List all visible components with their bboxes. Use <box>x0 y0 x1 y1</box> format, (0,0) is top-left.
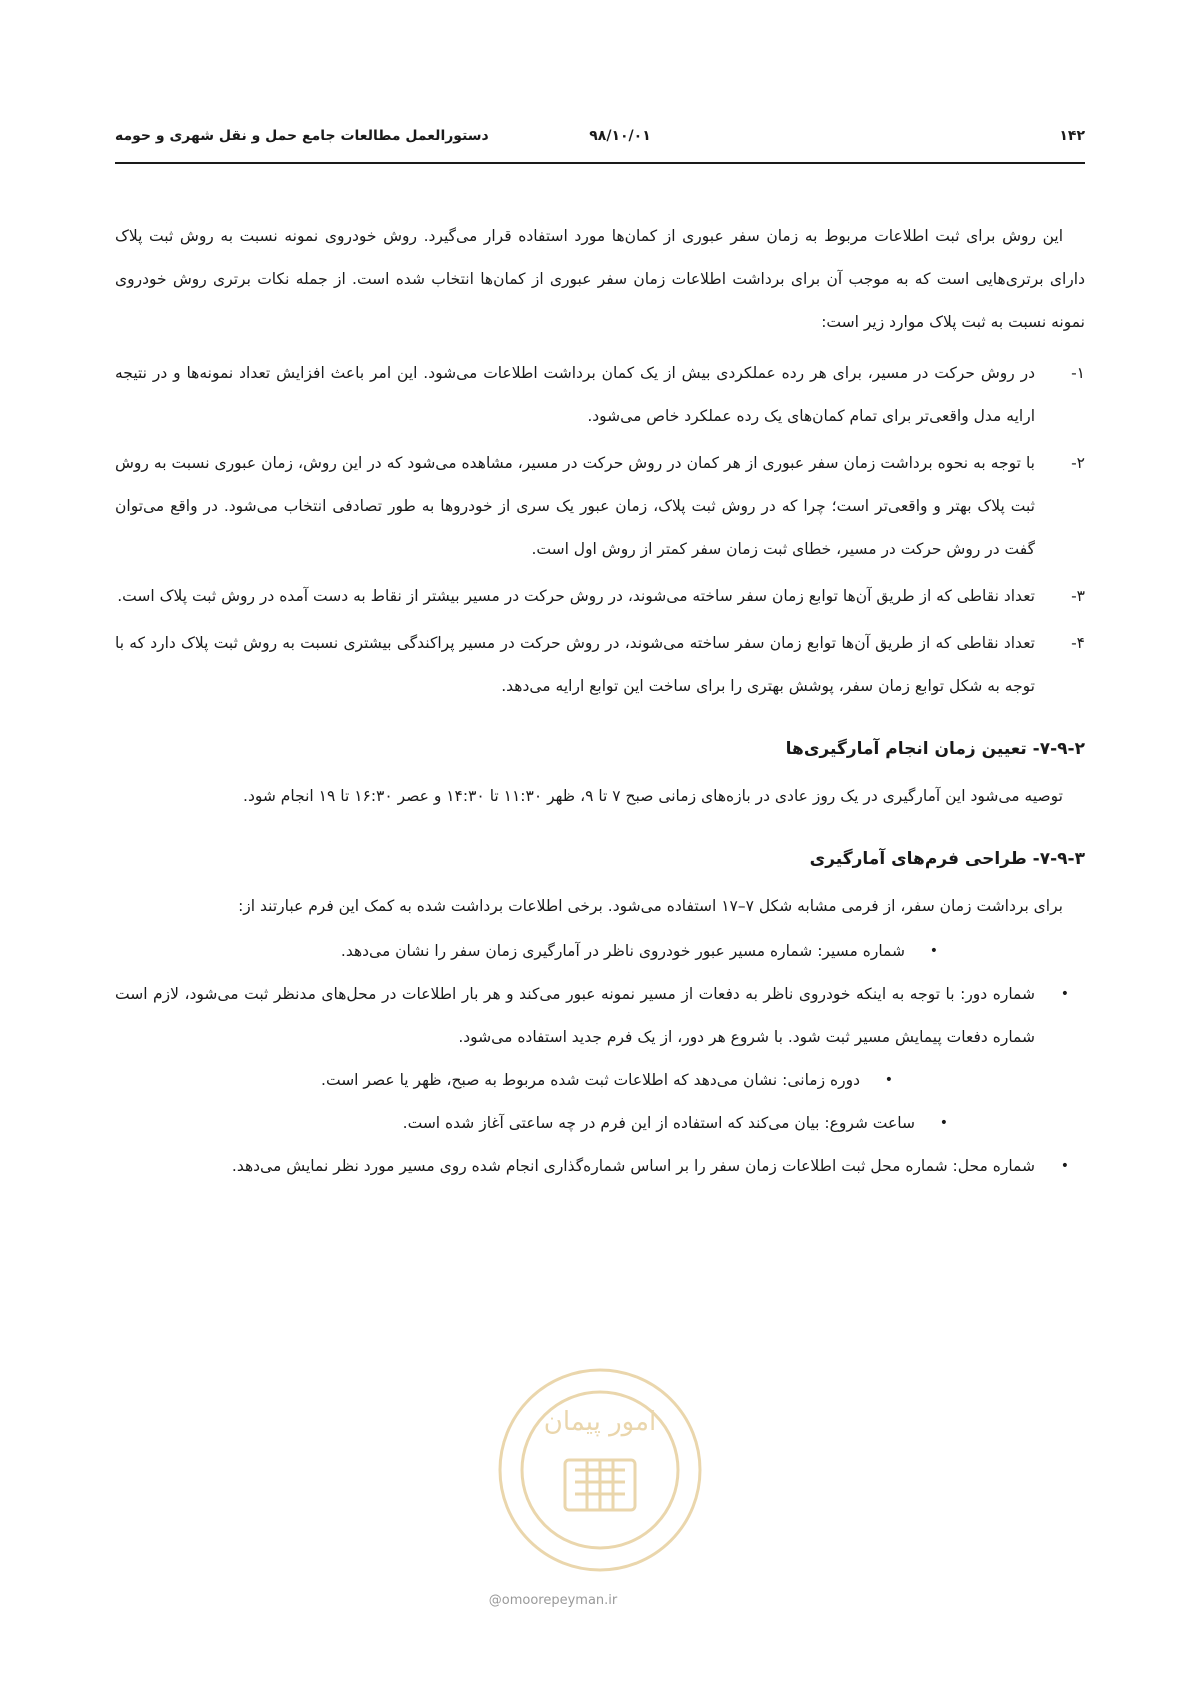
page-body <box>115 215 1085 1188</box>
bullet-symbol: • <box>929 943 938 959</box>
section-heading-timing: ۷-۹-۲- تعیین زمان انجام آمارگیری‌ها <box>785 739 1085 759</box>
form-fields-list <box>115 930 1085 1188</box>
header-date: ۹۸/۱۰/۰۱ <box>589 128 651 144</box>
list-number: ۲- <box>1071 454 1085 472</box>
bullet-text: شماره مسیر: شماره مسیر عبور خودروی ناظر در آمارگیری زمان سفر را نشان می‌دهد. <box>340 942 905 960</box>
bullet-item <box>115 1059 1085 1102</box>
page-number: ۱۴۲ <box>1059 128 1085 144</box>
bullet-text: شماره محل: شماره محل ثبت اطلاعات زمان سفر را بر اساس شماره‌گذاری انجام شده روی مسیر مورد نظر نمایش می‌دهد. <box>231 1157 1035 1175</box>
watermark-url: @omoorepeyman.ir <box>488 1593 618 1608</box>
list-item <box>115 622 1085 708</box>
bullet-item <box>115 1102 1085 1145</box>
intro-paragraph: این روش برای ثبت اطلاعات مربوط به زمان سفر عبوری از کمان‌ها مورد استفاده قرار می‌گیرد. روش خودروی نمونه نسبت به روش ثبت پلاک دارای برتری‌هایی است که به موجب آن برای برداشت اطلاعات زمان سفر عبوری از کمان‌ها انتخاب شده است. از جمله نکات برتری روش خودروی نمونه نسبت به ثبت پلاک موارد زیر است: <box>115 227 1085 331</box>
bullet-text: ساعت شروع: بیان می‌کند که استفاده از این فرم در چه ساعتی آغاز شده است. <box>402 1114 915 1132</box>
list-item <box>115 575 1085 618</box>
bullet-symbol: • <box>1060 1158 1069 1174</box>
list-item-text: تعداد نقاطی که از طریق آن‌ها توابع زمان سفر ساخته می‌شوند، در روش حرکت در مسیر بیشتر از نقاط به دست آمده در روش ثبت پلاک است. <box>117 587 1035 605</box>
bullet-item <box>115 1145 1085 1188</box>
bullet-text: شماره دور: با توجه به اینکه خودروی ناظر به دفعات از مسیر نمونه عبور می‌کند و هر بار اطلاعات در محل‌های مدنظر ثبت می‌شود، لازم است شماره دفعات پیمایش مسیر ثبت شود. با شروع هر دور، از یک فرم جدید استفاده می‌شود. <box>115 985 1035 1046</box>
header-title: دستورالعمل مطالعات جامع حمل و نقل شهری و حومه <box>115 128 489 144</box>
list-number: ۱- <box>1071 364 1085 382</box>
bullet-item <box>115 930 1085 973</box>
list-number: ۳- <box>1071 587 1085 605</box>
bullet-item <box>115 973 1085 1059</box>
section-timing-text: توصیه می‌شود این آمارگیری در یک روز عادی در بازه‌های زمانی صبح ۷ تا ۹، ظهر ۱۱:۳۰ تا ۱۴:۳۰ و عصر ۱۶:۳۰ تا ۱۹ انجام شود. <box>243 787 1063 805</box>
list-item-text: با توجه به نحوه برداشت زمان سفر عبوری از هر کمان در روش حرکت در مسیر، مشاهده می‌شود که در این روش، زمان عبوری نسبت به روش ثبت پلاک بهتر و واقعی‌تر است؛ چرا که در روش ثبت پلاک، زمان عبور یک سری از خودروها به طور تصادفی انتخاب می‌شود. در واقع می‌توان گفت در روش حرکت در مسیر، خطای ثبت زمان سفر کمتر از روش اول است. <box>115 454 1035 558</box>
list-number: ۴- <box>1071 634 1085 652</box>
list-item-text: تعداد نقاطی که از طریق آن‌ها توابع زمان سفر ساخته می‌شوند، در روش حرکت در مسیر پراکندگی بیشتری نسبت به روش ثبت پلاک دارد که با توجه به شکل توابع زمان سفر، پوشش بهتری را برای ساخت این توابع ارایه می‌دهد. <box>115 634 1035 695</box>
bullet-text: دوره زمانی: نشان می‌دهد که اطلاعات ثبت شده مربوط به صبح، ظهر یا عصر است. <box>321 1071 860 1089</box>
bullet-symbol: • <box>1060 986 1069 1002</box>
list-item-text: در روش حرکت در مسیر، برای هر رده عملکردی بیش از یک کمان برداشت اطلاعات می‌شود. این امر باعث افزایش تعداد نمونه‌ها و در نتیجه ارایه مدل واقعی‌تر برای تمام کمان‌های یک رده عملکرد خاص می‌شود. <box>115 364 1035 425</box>
bullet-symbol: • <box>884 1072 893 1088</box>
advantages-list <box>115 352 1085 708</box>
watermark-logo <box>470 1340 730 1600</box>
header-divider <box>115 162 1085 164</box>
page-header <box>115 128 1085 154</box>
bullet-symbol: • <box>939 1115 948 1131</box>
section-forms-text: برای برداشت زمان سفر، از فرمی مشابه شکل ۷–۱۷ استفاده می‌شود. برخی اطلاعات برداشت شده به کمک این فرم عبارتند از: <box>238 897 1063 915</box>
section-heading-forms: ۷-۹-۳- طراحی فرم‌های آمارگیری <box>809 849 1085 869</box>
svg-text:امور پیمان: امور پیمان <box>543 1407 657 1437</box>
list-item <box>115 442 1085 571</box>
list-item <box>115 352 1085 438</box>
